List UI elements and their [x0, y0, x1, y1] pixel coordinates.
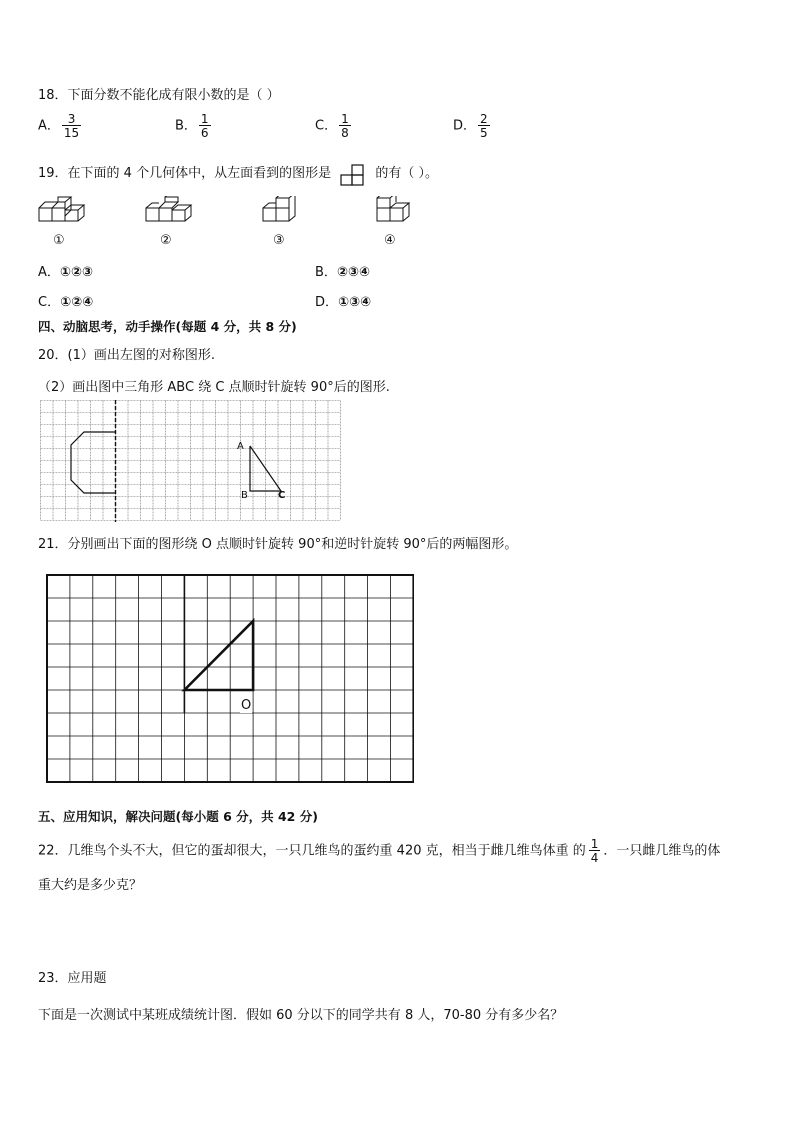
- q20-line1: 20．(1）画出左图的对称图形.: [38, 348, 216, 363]
- q18-option-a: [38, 113, 81, 139]
- fraction: $\frac{1}{4}$: [590, 837, 599, 865]
- option-label: C．: [315, 118, 338, 134]
- option-label: A．: [38, 118, 60, 134]
- fraction: $\frac{1}{6}$: [200, 112, 209, 140]
- left-view-figure: [339, 164, 367, 184]
- q23-text: 下面是一次测试中某班成绩统计图．假如 60 分以下的同学共有 8 人，70-80 分有多少名？: [38, 1008, 564, 1023]
- q18-option-d: [453, 113, 490, 139]
- option-label: D．: [453, 118, 477, 134]
- solid-figure-4: [376, 196, 426, 230]
- q18-option-b: [175, 113, 211, 139]
- figure-label-4: ④: [384, 233, 396, 248]
- half-octagon-shape: [71, 432, 116, 493]
- point-o-label: O: [241, 698, 252, 713]
- fraction: $\frac{2}{5}$: [480, 112, 488, 140]
- q23-title: 23．应用题: [38, 971, 107, 986]
- point-b-label: B: [241, 490, 248, 501]
- q19-option-d: D．①③④: [315, 295, 372, 310]
- right-triangle: [184, 621, 253, 690]
- q19-stem: 19．在下面的 4 个几何体中，从左面看到的图形是 的有（ ）。: [38, 162, 438, 184]
- solid-figure-3: [262, 196, 312, 230]
- q18-option-c: [315, 113, 351, 139]
- figure-label-2: ②: [160, 233, 172, 248]
- solid-figure-2: [145, 196, 195, 230]
- figure-label-1: ①: [53, 233, 65, 248]
- q19-option-b: B．②③④: [315, 265, 370, 280]
- q21-grid: [46, 574, 414, 784]
- section-5-title: 五、应用知识，解决问题(每小题 6 分，共 42 分): [38, 809, 318, 824]
- fraction: $\frac{3}{15}$: [63, 112, 80, 140]
- q22-line2: 重大约是多少克？: [38, 878, 143, 893]
- q19-option-a: A．①②③: [38, 265, 93, 280]
- section-4-title: 四、动脑思考，动手操作(每题 4 分，共 8 分): [38, 319, 297, 334]
- option-label: B．: [175, 118, 197, 134]
- q19-option-c: C．①②④: [38, 295, 94, 310]
- solid-figure-1: [38, 196, 88, 230]
- q18-stem: 18．下面分数不能化成有限小数的是（ ）: [38, 88, 280, 103]
- q22-line1: 22．几维鸟个头不大，但它的蛋却很大，一只几维鸟的蛋约重 420 克，相当于雌几维鸟体重 的 $\frac{1}{4}$ ．一只雌几维鸟的体: [38, 837, 721, 865]
- figure-label-3: ③: [273, 233, 285, 248]
- q21-stem: 21．分别画出下面的图形绕 O 点顺时针旋转 90°和逆时针旋转 90°后的两幅图形。: [38, 537, 518, 552]
- q20-grid: [40, 400, 342, 522]
- point-a-label: A: [237, 441, 244, 452]
- q20-line2: （2）画出图中三角形 ABC 绕 C 点顺时针旋转 90°后的图形.: [38, 380, 390, 395]
- point-c-label: C: [278, 490, 286, 501]
- fraction: $\frac{1}{8}$: [341, 112, 349, 140]
